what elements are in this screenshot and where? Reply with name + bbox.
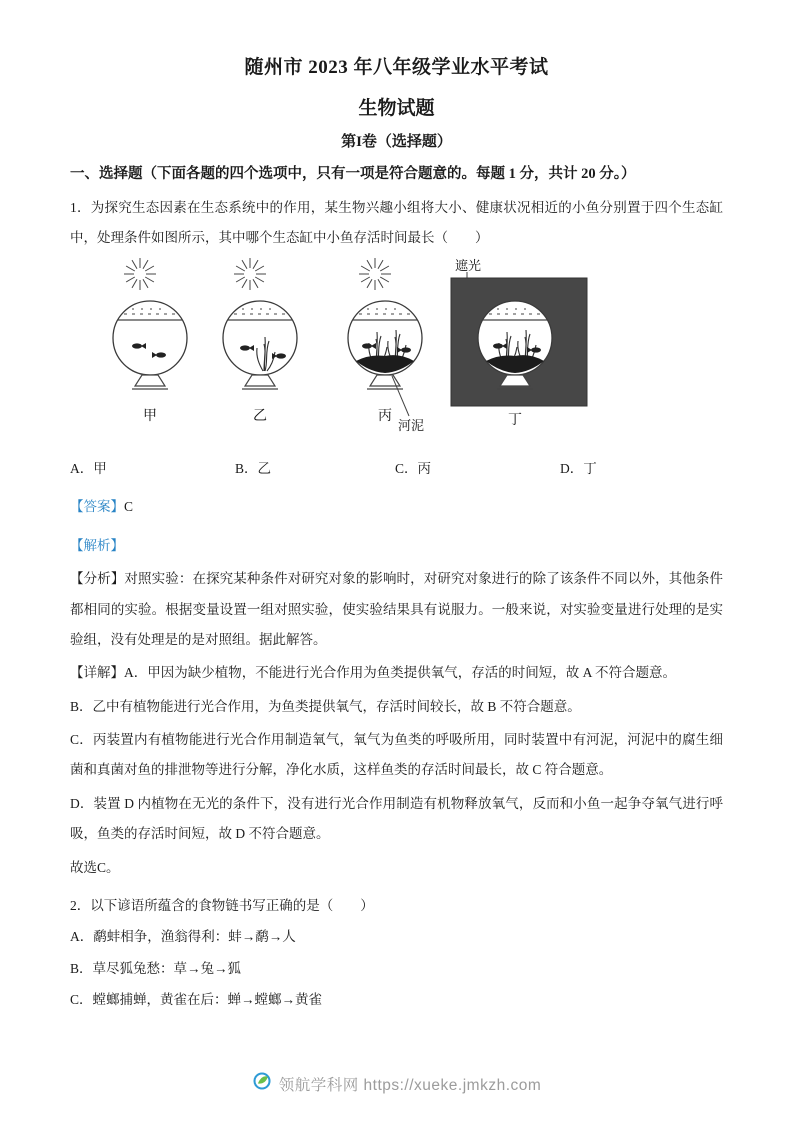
detail-paragraph-b: B．乙中有植物能进行光合作用，为鱼类提供氧气，存活时间较长，故 B 不符合题意。 — [70, 698, 581, 714]
bowl-label-jia: 甲 — [143, 408, 157, 424]
sun-icon — [234, 258, 266, 290]
fishbowl-diagram — [95, 258, 595, 443]
bowl-label-ding: 丁 — [508, 412, 522, 428]
bowl-stand — [367, 375, 403, 389]
question2-stem: 2．以下谚语所蕴含的食物链书写正确的是（ ） — [70, 897, 374, 913]
section-instruction: 一、选择题（下面各题的四个选项中，只有一项是符合题意的。每题 1 分，共计 20 分。） — [70, 166, 636, 182]
footer-watermark — [0, 1071, 793, 1096]
shade-label: 遮光 — [455, 257, 482, 273]
bowl-label-yi: 乙 — [253, 408, 267, 424]
fish-icon — [152, 352, 166, 358]
answer-value: C — [124, 498, 134, 514]
q1-option-b: B．乙 — [235, 460, 272, 476]
exam-title: 随州市 2023 年八年级学业水平考试 — [244, 57, 549, 78]
analysis-label: 【解析】 — [70, 538, 124, 554]
river-mud — [356, 355, 414, 373]
q2-option-c: C．螳螂捕蝉，黄雀在后：蝉→螳螂→黄雀 — [70, 992, 323, 1007]
fish-icon — [397, 347, 411, 353]
bowl-stand — [242, 375, 278, 389]
fishbowl-yi — [223, 258, 297, 424]
watermark-text: 领航学科网 https://xueke.jmkzh.com — [278, 1076, 542, 1094]
question1-figure — [95, 258, 723, 443]
fish-icon — [362, 343, 376, 349]
section-heading: 第I卷（选择题） — [341, 134, 452, 150]
q2-option-b: B．草尽狐兔愁：草→兔→狐 — [70, 960, 242, 976]
fish-icon — [240, 345, 254, 351]
conclusion-line: 故选C。 — [70, 859, 120, 875]
exam-subtitle: 生物试题 — [358, 98, 435, 119]
fishbowl-ding — [451, 258, 587, 428]
mud-label: 河泥 — [398, 417, 425, 433]
q1-option-d: D．丁 — [560, 460, 597, 476]
question1-options — [70, 455, 723, 482]
detail-paragraph-a: 【详解】A．甲因为缺少植物，不能进行光合作用为鱼类提供氧气，存活的时间短，故 A 不符合题意。 — [70, 665, 677, 681]
detail-paragraph-d: D．装置 D 内植物在无光的条件下，没有进行光合作用制造有机物释放氧气，反而和小鱼一起争夺氧气进行呼吸，鱼类的存活时间短，故 D 不符合题意。 — [70, 795, 723, 842]
fishbowl-bing — [348, 258, 424, 433]
detail-paragraph-c: C．丙装置内有植物能进行光合作用制造氧气，氧气为鱼类的呼吸所用，同时装置中有河泥，河泥中的腐生细菌和真菌对鱼的排泄物等进行分解，净化水质，这样鱼类的存活时间最长，故 C 符合题意。 — [70, 732, 723, 778]
answer-line — [70, 492, 723, 522]
q2-option-a: A．鹬蚌相争，渔翁得利：蚌→鹬→人 — [70, 929, 296, 945]
question1-stem: 1．为探究生态因素在生态系统中的作用，某生物兴趣小组将大小、健康状况相近的小鱼分别置于四个生态缸中，处理条件如图所示，其中哪个生态缸中小鱼存活时间最长（ ） — [70, 200, 723, 246]
fish-icon — [132, 343, 146, 349]
bowl-label-bing: 丙 — [378, 408, 392, 424]
q1-option-a: A．甲 — [70, 460, 107, 476]
analysis-paragraph: 【分析】对照实验：在探究某种条件对研究对象的影响时，对研究对象进行的除了该条件不同以外，其他条件都相同的实验。根据变量设置一组对照实验，使实验结果具有说服力。一般来说，对实验变量进行处理的是实验组，没有处理是的是对照组。据此解答。 — [70, 571, 723, 647]
bowl-stand — [132, 375, 168, 389]
sun-icon — [359, 258, 391, 290]
answer-label: 【答案】 — [70, 498, 124, 514]
q1-option-c: C．丙 — [395, 460, 432, 476]
sun-icon — [124, 258, 156, 290]
mud-leader-line — [392, 376, 409, 416]
site-logo-icon — [252, 1071, 272, 1096]
fishbowl-jia — [113, 258, 187, 424]
